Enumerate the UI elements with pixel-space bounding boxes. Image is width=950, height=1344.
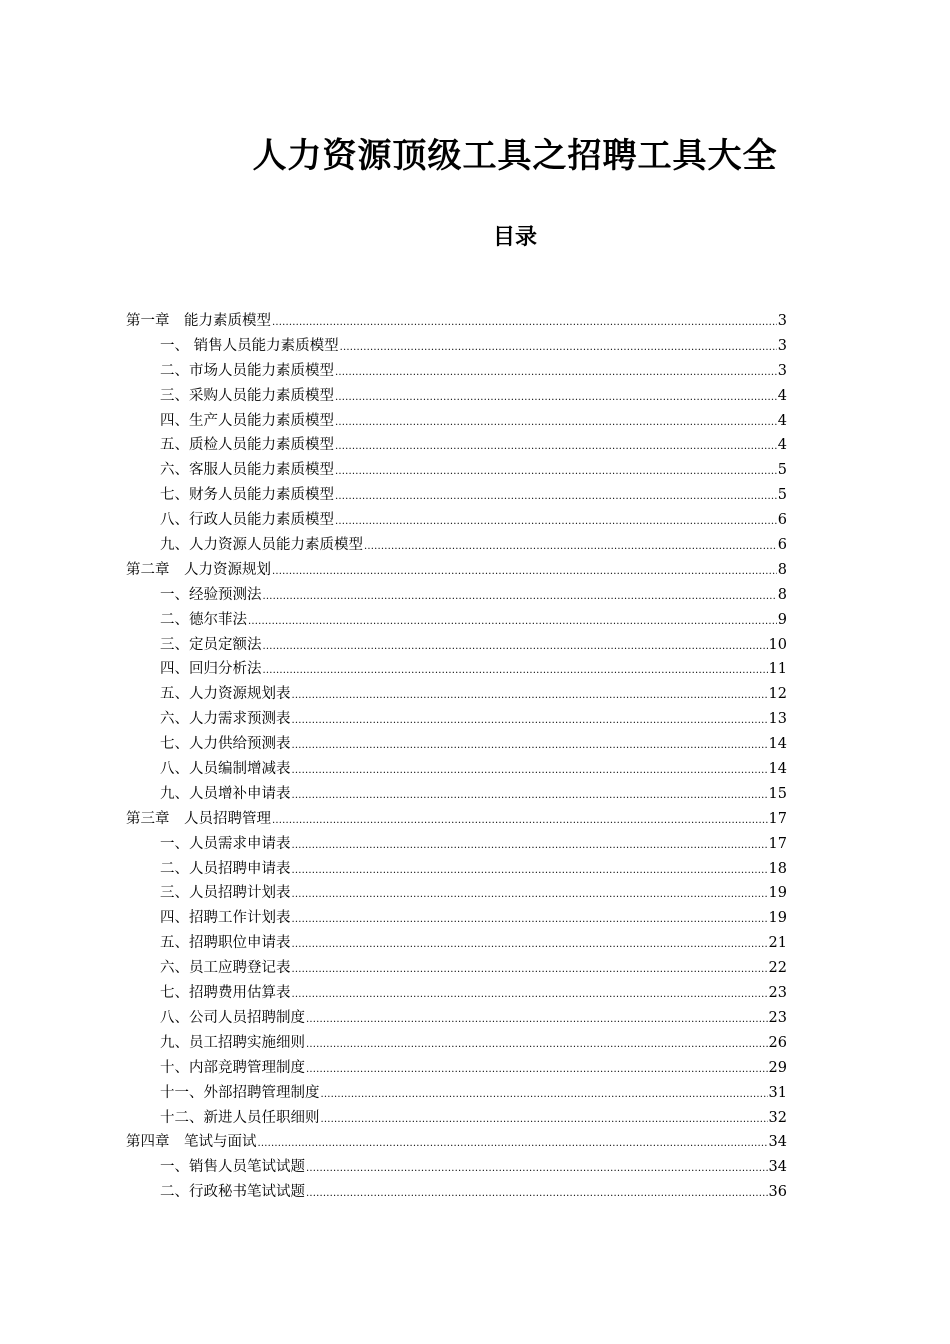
toc-page-number: 17 <box>768 835 787 852</box>
toc-entry-label: 一、销售人员笔试试题 <box>160 1159 305 1176</box>
toc-page-number: 3 <box>777 337 787 354</box>
toc-page-number: 10 <box>768 636 787 653</box>
dot-leader <box>292 782 768 809</box>
toc-entry-label: 二、德尔菲法 <box>160 611 247 628</box>
toc-section-entry[interactable] <box>126 981 787 1006</box>
toc-page-number: 4 <box>777 412 787 429</box>
toc-entry-label: 九、员工招聘实施细则 <box>160 1034 305 1051</box>
toc-entry-label: 六、人力需求预测表 <box>160 711 291 728</box>
dot-leader <box>292 732 768 759</box>
toc-section-entry[interactable] <box>126 483 787 508</box>
dot-leader <box>306 1031 768 1058</box>
toc-entry-label: 四、回归分析法 <box>160 661 262 678</box>
toc-page-number: 3 <box>777 362 787 379</box>
toc-entry-label: 一、人员需求申请表 <box>160 835 291 852</box>
toc-page-number: 3 <box>777 313 787 329</box>
toc-entry-label: 十二、新进人员任职细则 <box>160 1109 320 1126</box>
toc-entry-label: 十一、外部招聘管理制度 <box>160 1084 320 1101</box>
toc-section-entry[interactable] <box>126 458 787 483</box>
toc-entry-label: 五、质检人员能力素质模型 <box>160 437 334 454</box>
toc-entry-label: 六、员工应聘登记表 <box>160 960 291 977</box>
toc-section-entry[interactable] <box>126 359 787 384</box>
toc-entry-label: 四、招聘工作计划表 <box>160 910 291 927</box>
toc-page-number: 23 <box>768 985 787 1002</box>
toc-page-number: 14 <box>768 736 787 753</box>
toc-section-entry[interactable] <box>126 384 787 409</box>
dot-leader <box>292 881 768 908</box>
toc-section-entry[interactable] <box>126 1155 787 1180</box>
dot-leader <box>335 409 777 436</box>
dot-leader <box>306 1056 768 1083</box>
toc-page-number: 34 <box>768 1134 787 1151</box>
toc-section-entry[interactable] <box>126 682 787 707</box>
toc-entry-label: 第一章 能力素质模型 <box>126 313 271 329</box>
document-title: 人力资源顶级工具之招聘工具大全 <box>252 136 778 176</box>
toc-entry-label: 八、行政人员能力素质模型 <box>160 512 334 529</box>
toc-chapter-entry[interactable] <box>126 807 787 832</box>
toc-entry-label: 十、内部竞聘管理制度 <box>160 1059 305 1076</box>
table-of-contents <box>126 309 787 1205</box>
toc-section-entry[interactable] <box>126 1056 787 1081</box>
toc-page-number: 5 <box>777 487 787 504</box>
toc-page-number: 34 <box>768 1159 787 1176</box>
toc-chapter-entry[interactable] <box>126 558 787 583</box>
toc-page-number: 6 <box>777 537 787 554</box>
dot-leader <box>321 1081 768 1108</box>
toc-entry-label: 四、生产人员能力素质模型 <box>160 412 334 429</box>
toc-entry-label: 七、财务人员能力素质模型 <box>160 487 334 504</box>
toc-entry-label: 八、人员编制增减表 <box>160 761 291 778</box>
toc-page-number: 21 <box>768 935 787 952</box>
toc-page-number: 19 <box>768 885 787 902</box>
toc-entry-label: 九、人力资源人员能力素质模型 <box>160 537 363 554</box>
dot-leader <box>335 508 777 535</box>
toc-page-number: 23 <box>768 1009 787 1026</box>
dot-leader <box>292 956 768 983</box>
dot-leader <box>335 458 777 485</box>
toc-chapter-entry[interactable] <box>126 309 787 334</box>
toc-page-number: 31 <box>768 1084 787 1101</box>
toc-page-number: 14 <box>768 761 787 778</box>
toc-entry-label: 五、招聘职位申请表 <box>160 935 291 952</box>
toc-entry-label: 第四章 笔试与面试 <box>126 1134 257 1151</box>
toc-entry-label: 第三章 人员招聘管理 <box>126 810 271 827</box>
toc-section-entry[interactable] <box>126 707 787 732</box>
toc-page-number: 13 <box>768 711 787 728</box>
toc-section-entry[interactable] <box>126 409 787 434</box>
dot-leader <box>272 807 768 834</box>
toc-section-entry[interactable] <box>126 906 787 931</box>
toc-page-number: 8 <box>777 561 787 578</box>
toc-section-entry[interactable] <box>126 857 787 882</box>
toc-entry-label: 七、人力供给预测表 <box>160 736 291 753</box>
dot-leader <box>306 1180 768 1207</box>
toc-entry-label: 一、经验预测法 <box>160 586 262 603</box>
toc-section-entry[interactable] <box>126 533 787 558</box>
toc-section-entry[interactable] <box>126 1006 787 1031</box>
dot-leader <box>292 757 768 784</box>
toc-section-entry[interactable] <box>126 1031 787 1056</box>
toc-section-entry[interactable] <box>126 657 787 682</box>
toc-page-number: 12 <box>768 686 787 703</box>
dot-leader <box>292 832 768 859</box>
toc-section-entry[interactable] <box>126 1081 787 1106</box>
dot-leader <box>258 1130 768 1157</box>
dot-leader <box>263 583 777 610</box>
dot-leader <box>335 359 777 386</box>
dot-leader <box>306 1006 768 1033</box>
toc-section-entry[interactable] <box>126 1180 787 1205</box>
toc-page-number: 36 <box>768 1184 787 1201</box>
toc-page-number: 9 <box>777 611 787 628</box>
dot-leader <box>263 657 768 684</box>
toc-section-entry[interactable] <box>126 508 787 533</box>
toc-page-number: 5 <box>777 462 787 479</box>
toc-page-number: 29 <box>768 1059 787 1076</box>
toc-section-entry[interactable] <box>126 633 787 658</box>
toc-section-entry[interactable] <box>126 433 787 458</box>
dot-leader <box>272 309 777 336</box>
dot-leader <box>292 707 768 734</box>
dot-leader <box>292 981 768 1008</box>
toc-heading: 目录 <box>492 225 537 250</box>
toc-section-entry[interactable] <box>126 956 787 981</box>
toc-page-number: 4 <box>777 387 787 404</box>
toc-entry-label: 二、市场人员能力素质模型 <box>160 362 334 379</box>
dot-leader <box>364 533 777 560</box>
toc-entry-label: 一、 销售人员能力素质模型 <box>160 337 339 354</box>
toc-entry-label: 六、客服人员能力素质模型 <box>160 462 334 479</box>
toc-section-entry[interactable] <box>126 608 787 633</box>
dot-leader <box>263 633 768 660</box>
toc-entry-label: 九、人员增补申请表 <box>160 785 291 802</box>
dot-leader <box>272 558 777 585</box>
toc-page-number: 6 <box>777 512 787 529</box>
toc-chapter-entry[interactable] <box>126 1130 787 1155</box>
dot-leader <box>321 1106 768 1133</box>
toc-section-entry[interactable] <box>126 334 787 359</box>
toc-entry-label: 第二章 人力资源规划 <box>126 561 271 578</box>
toc-page-number: 22 <box>768 960 787 977</box>
dot-leader <box>292 906 768 933</box>
toc-page-number: 15 <box>768 785 787 802</box>
toc-page-number: 26 <box>768 1034 787 1051</box>
toc-section-entry[interactable] <box>126 931 787 956</box>
toc-entry-label: 二、行政秘书笔试试题 <box>160 1184 305 1201</box>
toc-page-number: 32 <box>768 1109 787 1126</box>
toc-page-number: 11 <box>768 661 787 678</box>
dot-leader <box>335 384 777 411</box>
dot-leader <box>335 483 777 510</box>
toc-section-entry[interactable] <box>126 1106 787 1131</box>
toc-section-entry[interactable] <box>126 732 787 757</box>
toc-section-entry[interactable] <box>126 881 787 906</box>
dot-leader <box>292 857 768 884</box>
dot-leader <box>335 433 777 460</box>
toc-page-number: 4 <box>777 437 787 454</box>
dot-leader <box>340 334 777 361</box>
dot-leader <box>248 608 777 635</box>
toc-entry-label: 五、人力资源规划表 <box>160 686 291 703</box>
dot-leader <box>306 1155 768 1182</box>
toc-page-number: 17 <box>768 810 787 827</box>
toc-entry-label: 三、人员招聘计划表 <box>160 885 291 902</box>
toc-entry-label: 三、定员定额法 <box>160 636 262 653</box>
dot-leader <box>292 931 768 958</box>
toc-section-entry[interactable] <box>126 757 787 782</box>
toc-entry-label: 二、人员招聘申请表 <box>160 860 291 877</box>
toc-page-number: 18 <box>768 860 787 877</box>
toc-entry-label: 七、招聘费用估算表 <box>160 985 291 1002</box>
toc-entry-label: 三、采购人员能力素质模型 <box>160 387 334 404</box>
toc-entry-label: 八、公司人员招聘制度 <box>160 1009 305 1026</box>
toc-section-entry[interactable] <box>126 782 787 807</box>
toc-section-entry[interactable] <box>126 832 787 857</box>
toc-page-number: 8 <box>777 586 787 603</box>
toc-section-entry[interactable] <box>126 583 787 608</box>
toc-page-number: 19 <box>768 910 787 927</box>
dot-leader <box>292 682 768 709</box>
